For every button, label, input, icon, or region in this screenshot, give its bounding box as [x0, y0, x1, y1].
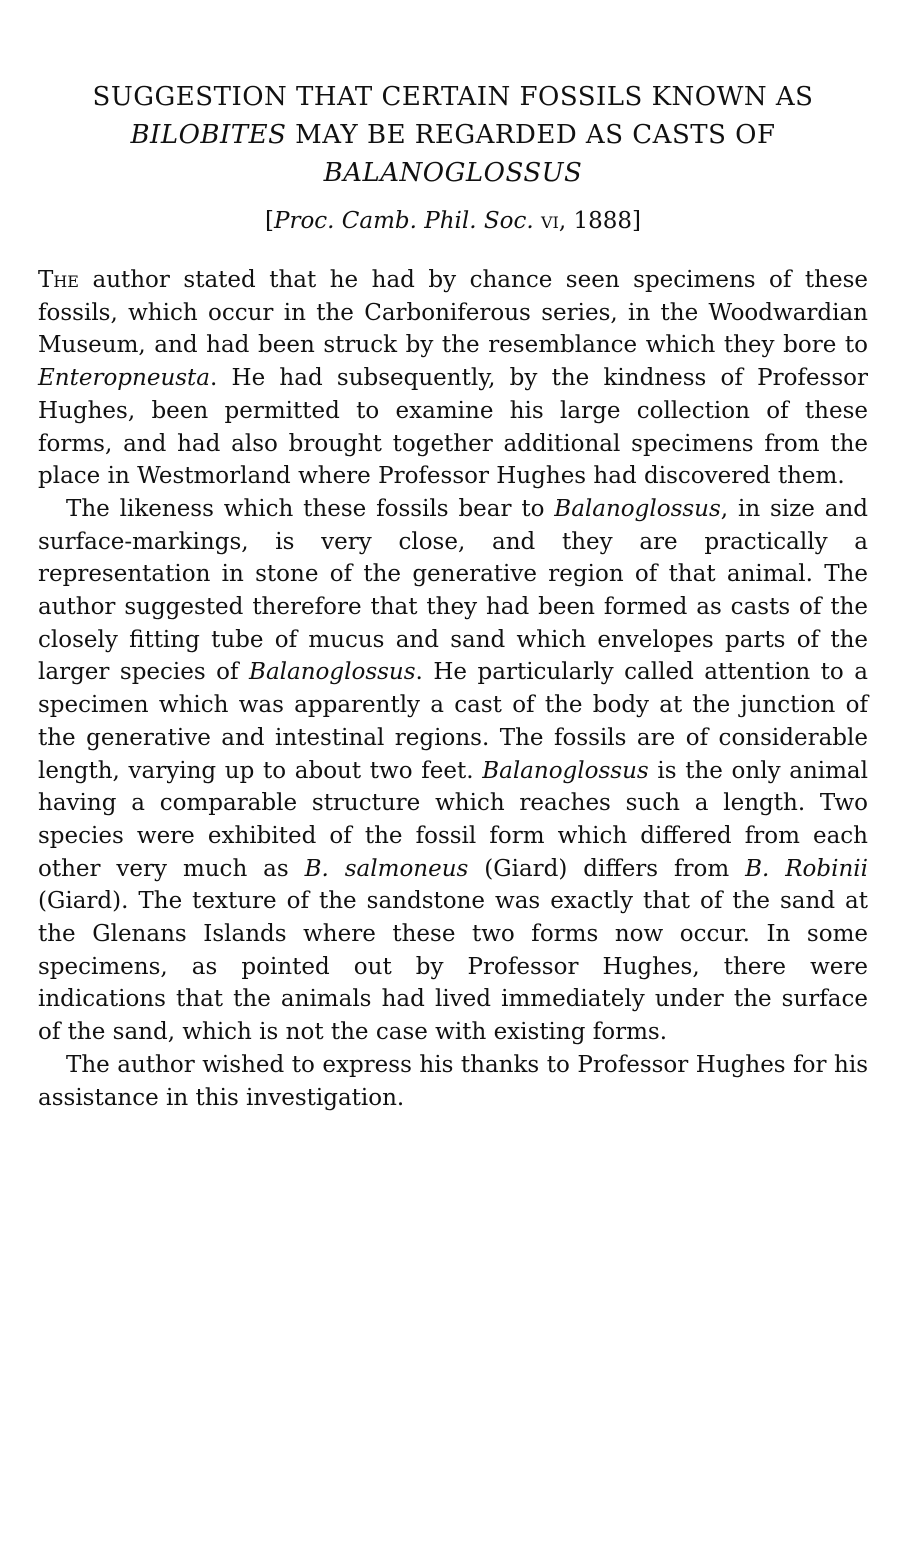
paragraph-2-italic-4: B. salmoneus	[304, 855, 469, 882]
paragraph-1-lead: The	[38, 267, 79, 293]
citation-open-bracket: [	[264, 208, 274, 234]
paragraph-2-italic-1: Balanoglossus	[554, 495, 721, 522]
paragraph-2-italic-2: Balanoglossus	[249, 659, 416, 686]
title-line-2-rest: MAY BE REGARDED AS CASTS OF	[286, 120, 776, 150]
paragraph-1	[38, 264, 868, 493]
paragraph-2-text-c: . He particularly called attention to a specimen which was apparently a cast of the body at the junction of the generative and intestinal regions. The fossils are of considerable length, varying up to about two feet.	[38, 659, 868, 784]
paragraph-1-text-b: . He had subsequently, by the kindness of Professor Hughes, been permitted to examine his large collection of these forms, and had also brought together additional specimens from the place in Westmorland where Professor Hughes had discovered them.	[38, 365, 868, 490]
page-content	[38, 78, 868, 1114]
citation-volume: vi	[541, 208, 559, 234]
paragraph-2-text-d: is the only animal having a comparable structure which reaches such a length. Two species were exhibited of the fossil form which differed from each other very much as	[38, 757, 868, 882]
paragraph-3	[38, 1049, 868, 1114]
citation	[38, 206, 868, 236]
citation-year: , 1888]	[558, 208, 642, 234]
paragraph-2-text-f: (Giard). The texture of the sandstone was exactly that of the sand at the Glenans Islands where these two forms now occur. In some specimens, as pointed out by Professor Hughes, there were indications that the animals had lived immediately under the surface of the sand, which is not the case with existing forms.	[38, 888, 868, 1046]
paragraph-2-italic-3: Balanoglossus	[482, 757, 649, 784]
paragraph-2-italic-5: B. Robinii	[745, 855, 869, 882]
paragraph-2-text-a: The likeness which these fossils bear to	[66, 495, 555, 522]
article-title	[38, 78, 868, 192]
paragraph-2-text-b: , in size and surface-markings, is very close, and they are practically a representation in stone of the generative region of that animal. The author suggested therefore that they had been formed as casts of the closely fitting tube of mucus and sand which envelopes parts of the larger species of	[38, 495, 868, 686]
paragraph-3-text: The author wished to express his thanks to Professor Hughes for his assistance in this investigation.	[38, 1051, 868, 1111]
title-line-1: SUGGESTION THAT CERTAIN FOSSILS KNOWN AS	[92, 82, 814, 112]
paragraph-2	[38, 493, 868, 1049]
paragraph-1-text-a: author stated that he had by chance seen specimens of these fossils, which occur in the Carboniferous series, in the Woodwardian Museum, and had been struck by the resemblance which they bore to	[38, 267, 868, 359]
paragraph-2-text-e: (Giard) differs from	[468, 855, 746, 882]
title-balanoglossus: BALANOGLOSSUS	[323, 158, 583, 188]
title-bilobites: BILOBITES	[130, 120, 287, 150]
paragraph-1-italic-enteropneusta: Enteropneusta	[38, 365, 211, 392]
article-body	[38, 264, 868, 1114]
citation-journal: Proc. Camb. Phil. Soc.	[273, 208, 534, 234]
